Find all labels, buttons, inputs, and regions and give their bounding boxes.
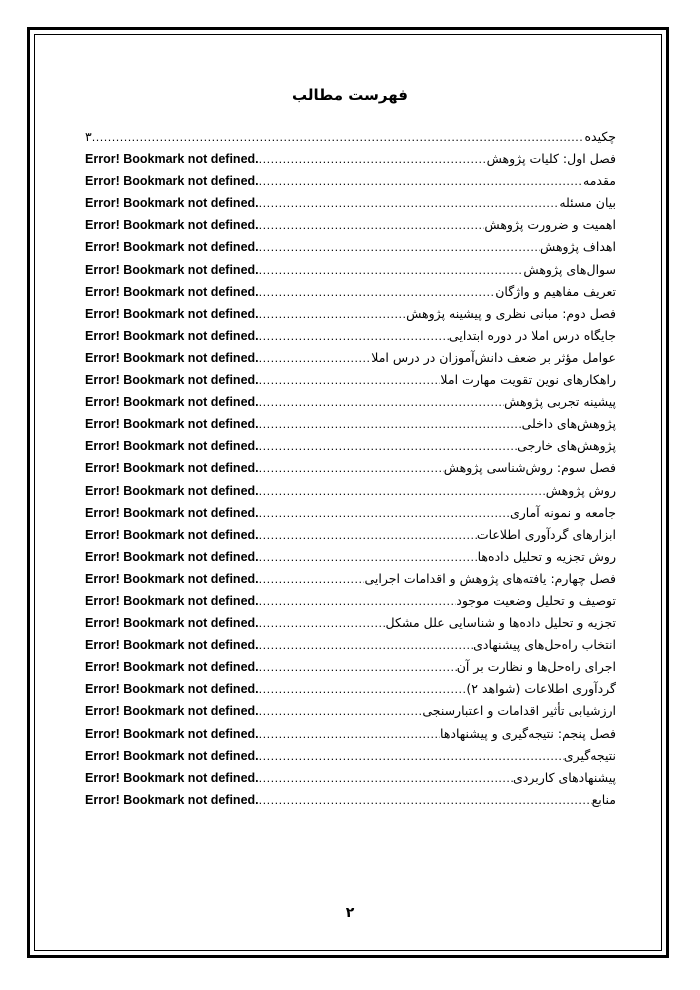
toc-entry-page: Error! Bookmark not defined.	[85, 152, 259, 167]
toc-entry-title: فصل دوم: مبانی نظری و پیشینه پژوهش	[406, 305, 616, 321]
toc-entry-page: Error! Bookmark not defined.	[85, 638, 259, 653]
toc-entry[interactable]	[85, 767, 616, 789]
toc-dot-leader	[259, 370, 441, 391]
toc-entry-page: Error! Bookmark not defined.	[85, 328, 259, 343]
toc-entry[interactable]	[85, 656, 616, 678]
toc-dot-leader	[259, 414, 522, 435]
toc-entry[interactable]	[85, 413, 616, 435]
toc-entry[interactable]	[85, 325, 616, 347]
toc-entry-title: اهمیت و ضرورت پژوهش	[484, 217, 616, 233]
toc-entry-title: پیشینه تجربی پژوهش	[504, 394, 616, 410]
toc-entry-page: ۳	[85, 130, 92, 144]
toc-entry-page: Error! Bookmark not defined.	[85, 770, 259, 785]
toc-entry[interactable]	[85, 435, 616, 457]
toc-dot-leader	[259, 282, 496, 303]
toc-dot-leader	[259, 525, 477, 546]
table-of-contents	[85, 126, 616, 811]
toc-entry-title: نتیجه‌گیری	[563, 747, 616, 763]
toc-entry[interactable]	[85, 347, 616, 369]
toc-dot-leader	[259, 171, 583, 192]
toc-entry[interactable]	[85, 391, 616, 413]
toc-dot-leader	[259, 348, 372, 369]
toc-entry-title: روش تجزیه و تحلیل داده‌ها	[477, 548, 616, 564]
toc-entry[interactable]	[85, 745, 616, 767]
toc-entry-title: اجرای راه‌حل‌ها و نظارت بر آن	[456, 659, 616, 675]
toc-entry-title: بیان مسئله	[559, 195, 616, 211]
toc-entry-page: Error! Bookmark not defined.	[85, 395, 259, 410]
toc-dot-leader	[259, 193, 560, 214]
toc-entry[interactable]	[85, 192, 616, 214]
toc-entry-title: راهکارهای نوین تقویت مهارت املا	[440, 372, 616, 388]
page-title: فهرست مطالب	[292, 86, 408, 104]
toc-entry[interactable]	[85, 148, 616, 170]
toc-entry-page: Error! Bookmark not defined.	[85, 240, 259, 255]
toc-entry-title: اهداف پژوهش	[540, 239, 616, 255]
toc-dot-leader	[259, 215, 485, 236]
toc-entry-title: مقدمه	[583, 173, 616, 189]
toc-entry[interactable]	[85, 259, 616, 281]
toc-entry[interactable]	[85, 236, 616, 258]
toc-entry[interactable]	[85, 789, 616, 811]
toc-entry[interactable]	[85, 546, 616, 568]
toc-entry-title: جامعه و نمونه آماری	[509, 504, 616, 520]
toc-entry[interactable]	[85, 678, 616, 700]
toc-dot-leader	[259, 613, 386, 634]
toc-dot-leader	[259, 746, 564, 767]
toc-entry[interactable]	[85, 590, 616, 612]
toc-dot-leader	[259, 392, 504, 413]
toc-dot-leader	[259, 481, 546, 502]
toc-entry-title: گردآوری اطلاعات (شواهد ۲)	[466, 681, 616, 697]
toc-entry[interactable]	[85, 303, 616, 325]
toc-entry[interactable]	[85, 457, 616, 479]
toc-dot-leader	[259, 436, 518, 457]
toc-entry-page: Error! Bookmark not defined.	[85, 483, 259, 498]
toc-dot-leader	[259, 724, 440, 745]
toc-dot-leader	[259, 304, 406, 325]
toc-entry[interactable]	[85, 126, 616, 148]
toc-dot-leader	[259, 547, 478, 568]
toc-entry-page: Error! Bookmark not defined.	[85, 527, 259, 542]
toc-entry-page: Error! Bookmark not defined.	[85, 417, 259, 432]
toc-entry-title: ابزارهای گردآوری اطلاعات	[476, 526, 616, 542]
toc-entry-title: انتخاب راه‌حل‌های پیشنهادی	[473, 637, 616, 653]
toc-entry-page: Error! Bookmark not defined.	[85, 505, 259, 520]
toc-entry-title: عوامل مؤثر بر ضعف دانش‌آموزان در درس املا	[371, 349, 616, 365]
toc-entry[interactable]	[85, 612, 616, 634]
toc-entry-page: Error! Bookmark not defined.	[85, 571, 259, 586]
toc-entry-title: فصل پنجم: نتیجه‌گیری و پیشنهادها	[440, 725, 616, 741]
toc-dot-leader	[259, 149, 487, 170]
toc-entry[interactable]	[85, 524, 616, 546]
toc-entry-page: Error! Bookmark not defined.	[85, 439, 259, 454]
toc-entry-title: روش پژوهش	[545, 482, 616, 498]
toc-dot-leader	[259, 657, 457, 678]
toc-dot-leader	[259, 591, 457, 612]
toc-entry-page: Error! Bookmark not defined.	[85, 174, 259, 189]
toc-dot-leader	[259, 679, 467, 700]
toc-dot-leader	[92, 127, 585, 148]
toc-entry-title: فصل سوم: روش‌شناسی پژوهش	[443, 460, 616, 476]
toc-entry-page: Error! Bookmark not defined.	[85, 616, 259, 631]
toc-entry-page: Error! Bookmark not defined.	[85, 284, 259, 299]
toc-entry-page: Error! Bookmark not defined.	[85, 373, 259, 388]
toc-entry-page: Error! Bookmark not defined.	[85, 461, 259, 476]
toc-entry[interactable]	[85, 723, 616, 745]
toc-entry-page: Error! Bookmark not defined.	[85, 660, 259, 675]
toc-entry-title: پژوهش‌های داخلی	[521, 416, 616, 432]
toc-entry-page: Error! Bookmark not defined.	[85, 306, 259, 321]
toc-entry-title: پیشنهادهای کاربردی	[513, 769, 616, 785]
toc-entry[interactable]	[85, 502, 616, 524]
toc-entry-title: جایگاه درس املا در دوره ابتدایی	[448, 327, 616, 343]
toc-entry-page: Error! Bookmark not defined.	[85, 792, 259, 807]
toc-entry[interactable]	[85, 281, 616, 303]
toc-entry[interactable]	[85, 700, 616, 722]
page-number: ۲	[345, 905, 355, 921]
toc-entry[interactable]	[85, 634, 616, 656]
toc-entry[interactable]	[85, 170, 616, 192]
toc-entry-title: توصیف و تحلیل وضعیت موجود	[456, 592, 616, 608]
toc-entry-page: Error! Bookmark not defined.	[85, 262, 259, 277]
toc-entry-title: ارزشیابی تأثیر اقدامات و اعتبارسنجی	[422, 703, 616, 719]
toc-entry-title: فصل چهارم: یافته‌های پژوهش و اقدامات اجرایی	[364, 570, 616, 586]
toc-entry-title: سوال‌های پژوهش	[523, 261, 616, 277]
toc-dot-leader	[259, 260, 524, 281]
toc-entry[interactable]	[85, 369, 616, 391]
toc-entry-page: Error! Bookmark not defined.	[85, 549, 259, 564]
toc-dot-leader	[259, 790, 592, 811]
toc-entry-page: Error! Bookmark not defined.	[85, 704, 259, 719]
toc-entry-page: Error! Bookmark not defined.	[85, 593, 259, 608]
toc-dot-leader	[259, 635, 474, 656]
toc-entry-title: منابع	[591, 791, 616, 807]
toc-dot-leader	[259, 569, 365, 590]
toc-dot-leader	[259, 326, 449, 347]
toc-entry-page: Error! Bookmark not defined.	[85, 218, 259, 233]
toc-entry-page: Error! Bookmark not defined.	[85, 726, 259, 741]
toc-entry-title: تجزیه و تحلیل داده‌ها و شناسایی علل مشکل	[385, 615, 616, 631]
toc-entry-page: Error! Bookmark not defined.	[85, 350, 259, 365]
toc-entry-page: Error! Bookmark not defined.	[85, 682, 259, 697]
toc-entry[interactable]	[85, 568, 616, 590]
toc-entry-title: چکیده	[584, 129, 616, 144]
toc-entry[interactable]	[85, 214, 616, 236]
toc-dot-leader	[259, 503, 510, 524]
toc-dot-leader	[259, 237, 540, 258]
toc-entry-page: Error! Bookmark not defined.	[85, 748, 259, 763]
toc-entry-title: پژوهش‌های خارجی	[517, 438, 616, 454]
toc-entry-title: فصل اول: کلیات پژوهش	[486, 151, 616, 167]
toc-dot-leader	[259, 768, 513, 789]
toc-dot-leader	[259, 458, 444, 479]
toc-entry-page: Error! Bookmark not defined.	[85, 196, 259, 211]
toc-entry-title: تعریف مفاهیم و واژگان	[495, 283, 616, 299]
toc-entry[interactable]	[85, 480, 616, 502]
toc-dot-leader	[259, 701, 423, 722]
